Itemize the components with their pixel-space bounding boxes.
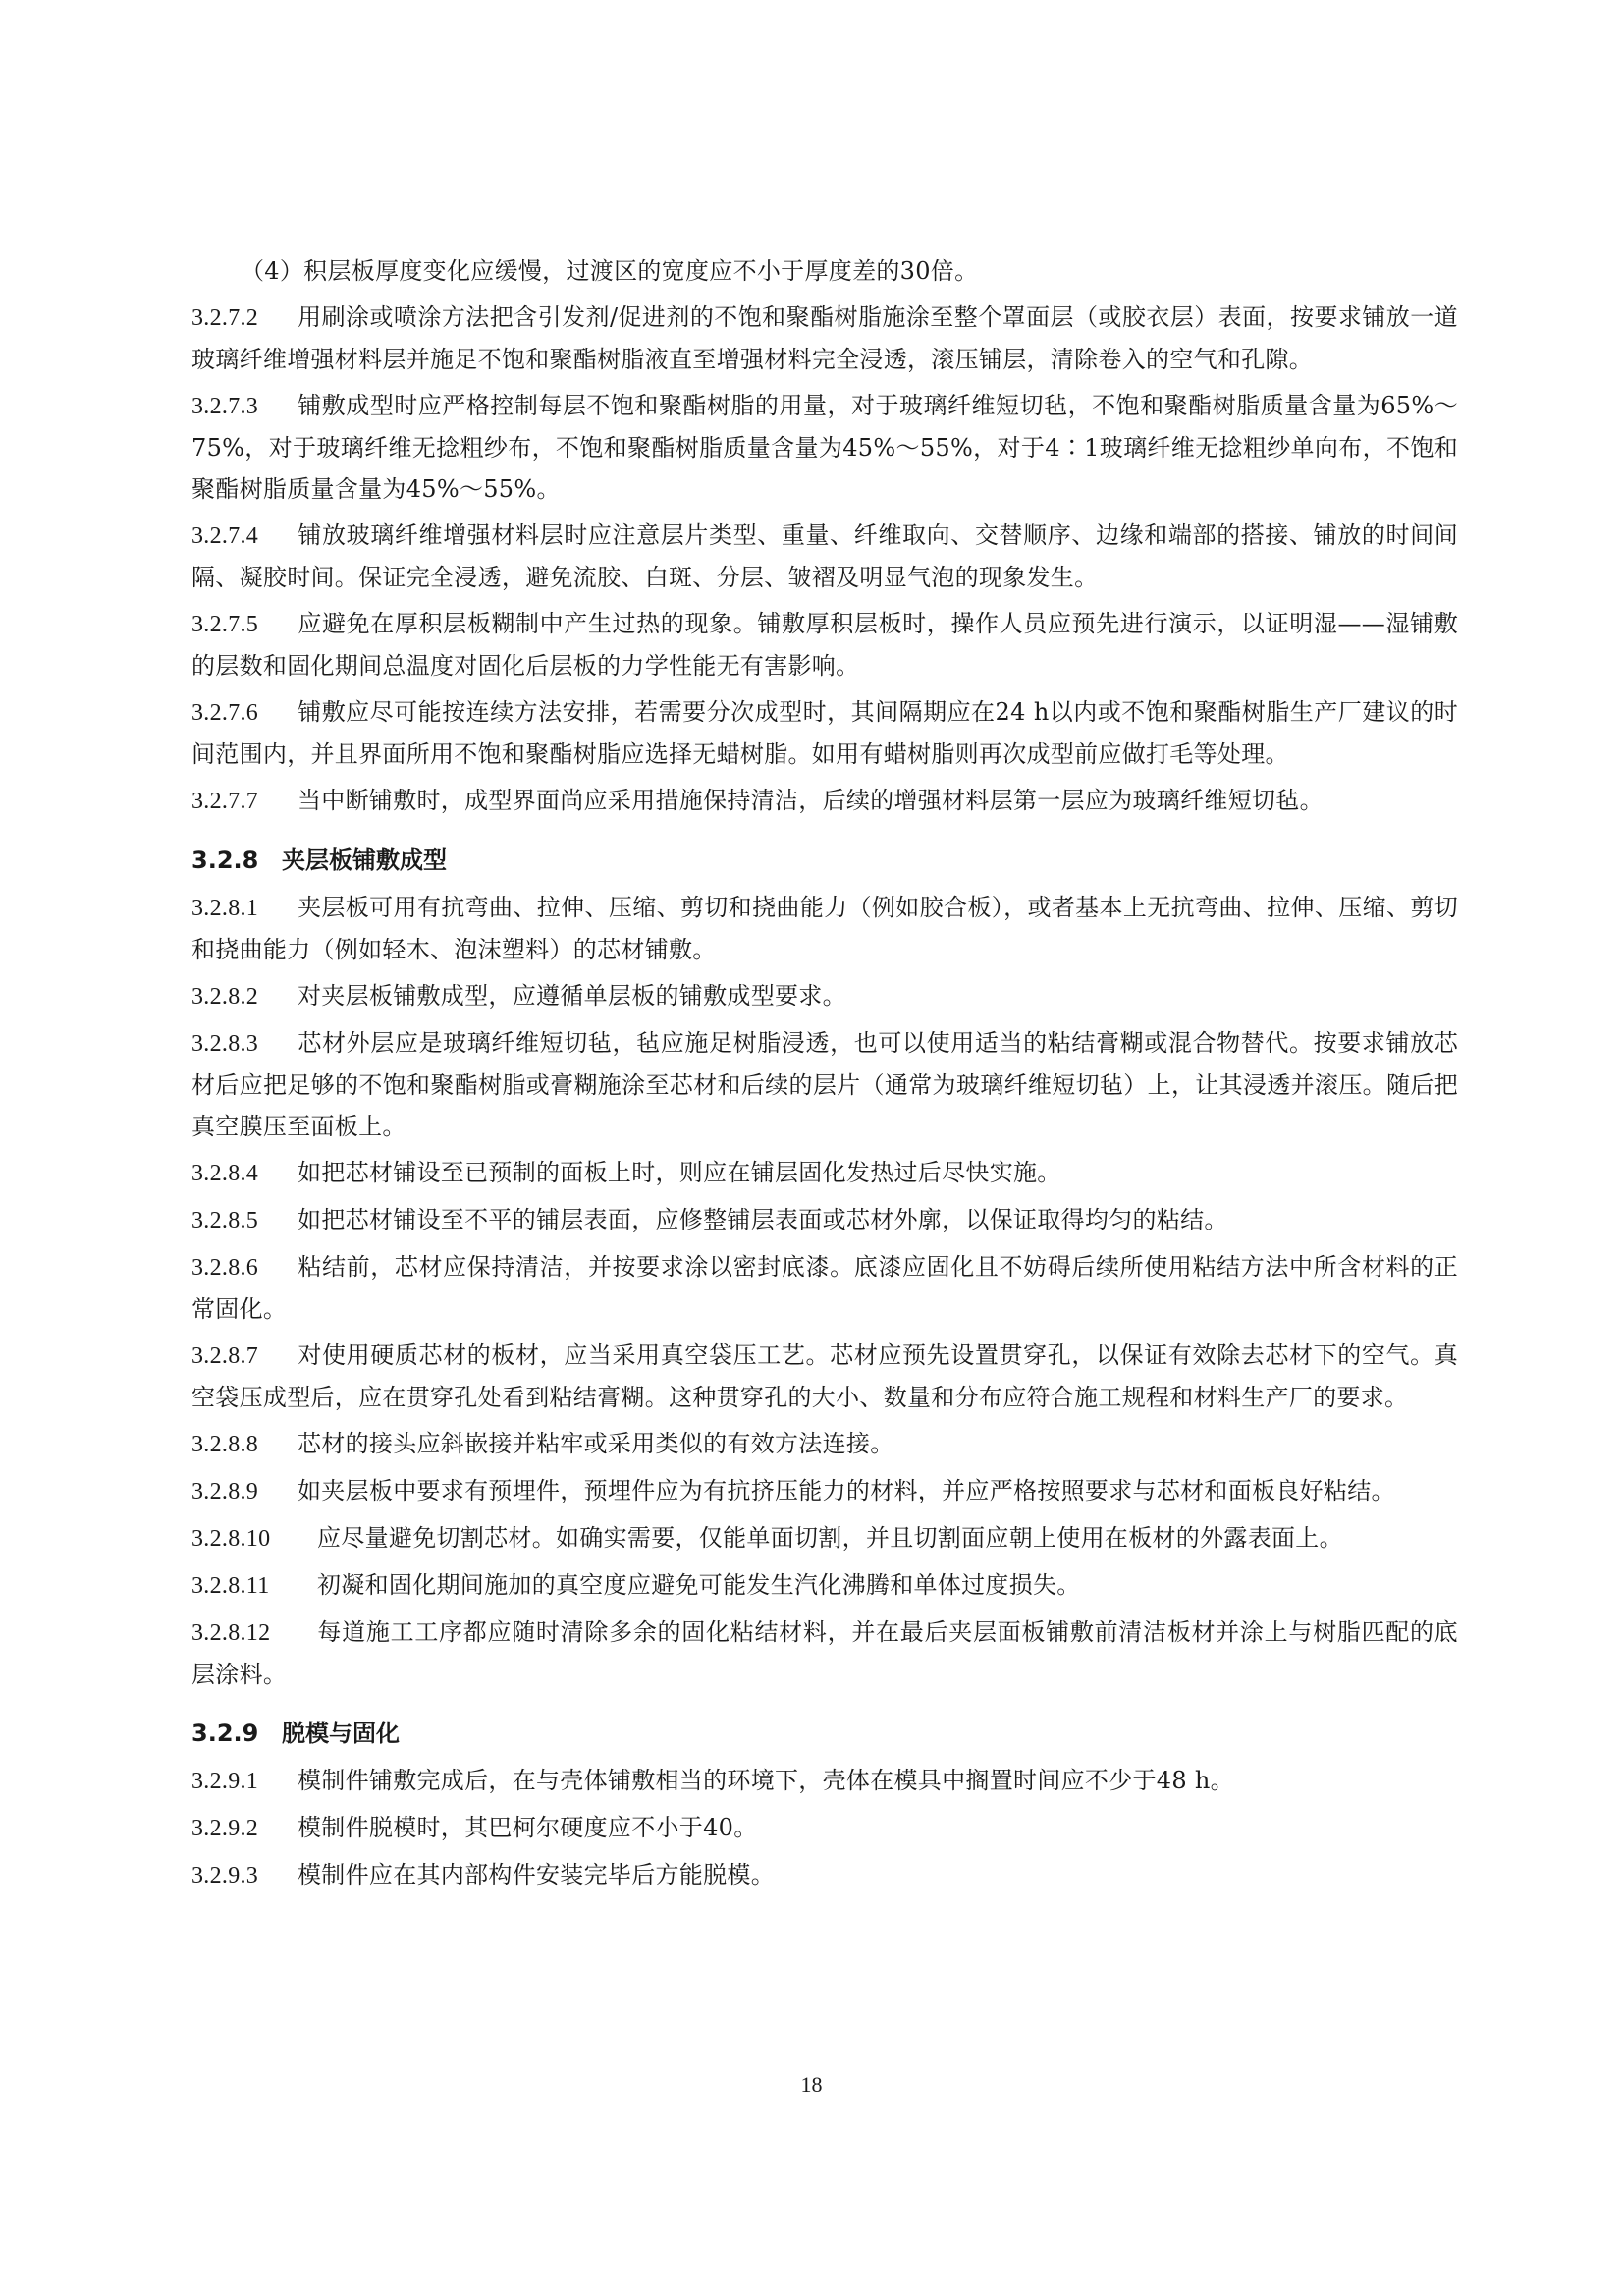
- clause-number: 3.2.7.7: [191, 789, 259, 814]
- clause-paragraph: [191, 1760, 1458, 1802]
- clause-text: 夹层板可用有抗弯曲、拉伸、压缩、剪切和挠曲能力（例如胶合板），或者基本上无抗弯曲、拉伸、压缩、剪切和挠曲能力（例如轻木、泡沫塑料）的芯材铺敷。: [191, 894, 1458, 963]
- section-title: 脱模与固化: [282, 1720, 400, 1747]
- clause-number: 3.2.8.12: [191, 1620, 271, 1646]
- clause-paragraph: [191, 1470, 1458, 1512]
- clause-text: 应避免在厚积层板糊制中产生过热的现象。铺敷厚积层板时，操作人员应预先进行演示，以证明湿——湿铺敷的层数和固化期间总温度对固化后层板的力学性能无有害影响。: [191, 610, 1458, 680]
- clause-text: 铺放玻璃纤维增强材料层时应注意层片类型、重量、纤维取向、交替顺序、边缘和端部的搭接、铺放的时间间隔、凝胶时间。保证完全浸透，避免流胶、白斑、分层、皱褶及明显气泡的现象发生。: [191, 521, 1458, 591]
- clause-number: 3.2.8.3: [191, 1031, 259, 1057]
- clause-text: 当中断铺敷时，成型界面尚应采用措施保持清洁，后续的增强材料层第一层应为玻璃纤维短切毡。: [298, 787, 1324, 814]
- clause-paragraph: [191, 1246, 1458, 1330]
- clause-text: 应尽量避免切割芯材。如确实需要，仅能单面切割，并且切割面应朝上使用在板材的外露表面上。: [317, 1524, 1343, 1552]
- clause-number: 3.2.8.2: [191, 984, 259, 1010]
- clause-number: 3.2.8.11: [191, 1573, 270, 1599]
- clause-paragraph: [191, 385, 1458, 510]
- clause-paragraph: [191, 1854, 1458, 1896]
- clause-text: 芯材外层应是玻璃纤维短切毡，毡应施足树脂浸透，也可以使用适当的粘结膏糊或混合物替代。按要求铺放芯材后应把足够的不饱和聚酯树脂或膏糊施涂至芯材和后续的层片（通常为玻璃纤维短切毡）上，让其浸透并滚压。随后把真空膜压至面板上。: [191, 1029, 1458, 1140]
- clause-number: 3.2.7.3: [191, 394, 259, 419]
- clause-text: 模制件脱模时，其巴柯尔硬度应不小于40。: [298, 1814, 758, 1841]
- clause-paragraph: [191, 1807, 1458, 1849]
- document-page: [191, 250, 1458, 1901]
- section-heading-3-2-9: [191, 1713, 1458, 1754]
- section-number: 3.2.8: [191, 847, 259, 874]
- clause-number: 3.2.8.10: [191, 1526, 271, 1552]
- clause-paragraph: [191, 1199, 1458, 1241]
- intro-paragraph: （4）积层板厚度变化应缓慢，过渡区的宽度应不小于厚度差的30倍。: [241, 257, 979, 285]
- clause-paragraph: [191, 1022, 1458, 1147]
- clause-text: 模制件铺敷完成后，在与壳体铺敷相当的环境下，壳体在模具中搁置时间应不少于48 h。: [298, 1767, 1234, 1794]
- clause-number: 3.2.7.5: [191, 612, 259, 637]
- clause-text: 对使用硬质芯材的板材，应当采用真空袋压工艺。芯材应预先设置贯穿孔，以保证有效除去芯材下的空气。真空袋压成型后，应在贯穿孔处看到粘结膏糊。这种贯穿孔的大小、数量和分布应符合施工规程和材料生产厂的要求。: [191, 1341, 1458, 1411]
- clause-paragraph: [191, 515, 1458, 598]
- clause-paragraph: [191, 603, 1458, 686]
- clause-text: 模制件应在其内部构件安装完毕后方能脱模。: [298, 1861, 775, 1888]
- clause-paragraph: [191, 1423, 1458, 1465]
- clauses-3-2-9: [191, 1760, 1458, 1896]
- clause-number: 3.2.8.5: [191, 1208, 259, 1233]
- clause-text: 用刷涂或喷涂方法把含引发剂/促进剂的不饱和聚酯树脂施涂至整个罩面层（或胶衣层）表面，按要求铺放一道玻璃纤维增强材料层并施足不饱和聚酯树脂液直至增强材料完全浸透，滚压铺层，清除卷入的空气和孔隙。: [191, 303, 1458, 373]
- clause-number: 3.2.9.1: [191, 1769, 259, 1794]
- clause-number: 3.2.8.7: [191, 1343, 259, 1369]
- clause-number: 3.2.7.2: [191, 305, 259, 331]
- clause-text: 铺敷成型时应严格控制每层不饱和聚酯树脂的用量，对于玻璃纤维短切毡，不饱和聚酯树脂质量含量为65%～75%，对于玻璃纤维无捻粗纱布，不饱和聚酯树脂质量含量为45%～55%，对于4∶1玻璃纤维无捻粗纱单向布，不饱和聚酯树脂质量含量为45%～55%。: [191, 392, 1458, 503]
- page-number: 18: [800, 2072, 823, 2097]
- clause-paragraph: [191, 780, 1458, 822]
- clause-text: 如把芯材铺设至不平的铺层表面，应修整铺层表面或芯材外廓，以保证取得均匀的粘结。: [298, 1206, 1228, 1233]
- clause-paragraph: [191, 1152, 1458, 1194]
- clause-paragraph: [191, 297, 1458, 380]
- clause-paragraph: [191, 691, 1458, 775]
- clause-number: 3.2.7.4: [191, 523, 259, 549]
- clauses-3-2-8: [191, 887, 1458, 1695]
- clause-text: 初凝和固化期间施加的真空度应避免可能发生汽化沸腾和单体过度损失。: [317, 1571, 1081, 1599]
- clause-text: 粘结前，芯材应保持清洁，并按要求涂以密封底漆。底漆应固化且不妨碍后续所使用粘结方法中所含材料的正常固化。: [191, 1253, 1458, 1323]
- clause-paragraph: [191, 1335, 1458, 1418]
- clause-text: 如夹层板中要求有预埋件，预埋件应为有抗挤压能力的材料，并应严格按照要求与芯材和面板良好粘结。: [298, 1477, 1395, 1504]
- clause-paragraph: [191, 1564, 1458, 1607]
- clause-paragraph: [191, 887, 1458, 970]
- clause-text: 对夹层板铺敷成型，应遵循单层板的铺敷成型要求。: [298, 982, 846, 1010]
- clause-number: 3.2.8.1: [191, 896, 259, 921]
- clause-paragraph: [191, 1612, 1458, 1695]
- clause-paragraph: [191, 1517, 1458, 1559]
- clause-text: 如把芯材铺设至已预制的面板上时，则应在铺层固化发热过后尽快实施。: [298, 1159, 1061, 1186]
- clause-text: 每道施工工序都应随时清除多余的固化粘结材料，并在最后夹层面板铺敷前清洁板材并涂上与树脂匹配的底层涂料。: [191, 1618, 1458, 1688]
- clause-number: 3.2.9.3: [191, 1863, 259, 1888]
- clause-paragraph: [191, 975, 1458, 1017]
- section-number: 3.2.9: [191, 1720, 259, 1747]
- clause-number: 3.2.8.4: [191, 1161, 259, 1186]
- clause-text: 铺敷应尽可能按连续方法安排，若需要分次成型时，其间隔期应在24 h以内或不饱和聚酯树脂生产厂建议的时间范围内，并且界面所用不饱和聚酯树脂应选择无蜡树脂。如用有蜡树脂则再次成型前应做打毛等处理。: [191, 698, 1458, 768]
- clause-number: 3.2.7.6: [191, 700, 259, 726]
- clause-number: 3.2.8.8: [191, 1432, 259, 1457]
- clause-number: 3.2.9.2: [191, 1816, 259, 1841]
- clauses-3-2-7: [191, 297, 1458, 822]
- section-title: 夹层板铺敷成型: [282, 847, 447, 874]
- clause-text: 芯材的接头应斜嵌接并粘牢或采用类似的有效方法连接。: [298, 1430, 894, 1457]
- section-heading-3-2-8: [191, 840, 1458, 881]
- clause-number: 3.2.8.6: [191, 1255, 259, 1281]
- clause-number: 3.2.8.9: [191, 1479, 259, 1504]
